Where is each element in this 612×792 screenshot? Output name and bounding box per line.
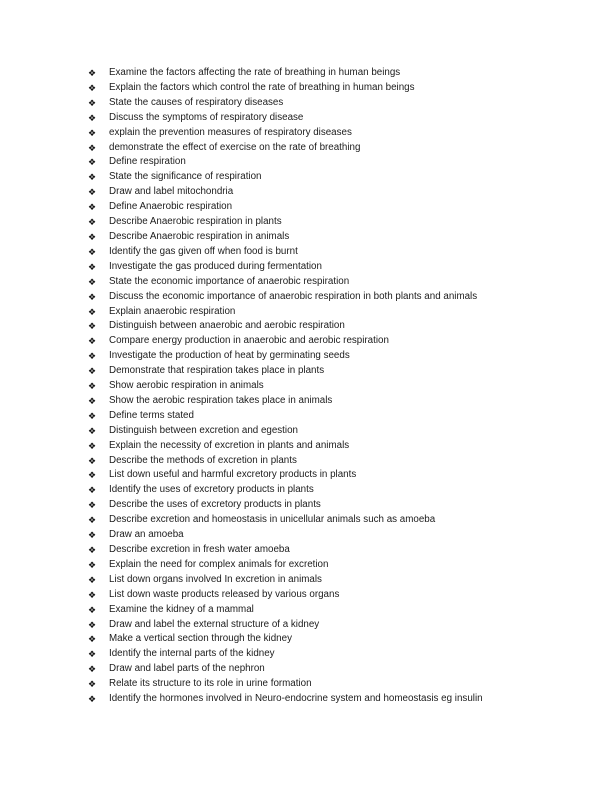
list-item xyxy=(88,305,540,320)
list-item-text: Compare energy production in anaerobic and aerobic respiration xyxy=(109,335,389,347)
diamond-bullet-icon: ❖ xyxy=(88,559,97,570)
list-item-text: Identify the hormones involved in Neuro-endocrine system and homeostasis eg insulin xyxy=(109,693,483,705)
list-item-text: Define Anaerobic respiration xyxy=(109,201,233,213)
list-item xyxy=(88,230,540,245)
list-item xyxy=(88,483,540,498)
diamond-bullet-icon: ❖ xyxy=(88,455,97,466)
list-item xyxy=(88,424,540,439)
diamond-bullet-icon: ❖ xyxy=(88,157,97,168)
list-item xyxy=(88,439,540,454)
list-item-text: Investigate the production of heat by germinating seeds xyxy=(109,350,350,362)
diamond-bullet-icon: ❖ xyxy=(88,336,97,347)
diamond-bullet-icon: ❖ xyxy=(88,231,97,242)
diamond-bullet-icon: ❖ xyxy=(88,619,97,630)
list-item xyxy=(88,528,540,543)
diamond-bullet-icon: ❖ xyxy=(88,246,97,257)
list-item xyxy=(88,260,540,275)
diamond-bullet-icon: ❖ xyxy=(88,440,97,451)
list-item-text: Define respiration xyxy=(109,156,186,168)
diamond-bullet-icon: ❖ xyxy=(88,530,97,541)
list-item-text: Make a vertical section through the kidney xyxy=(109,633,292,645)
list-item-text: Examine the factors affecting the rate of breathing in human beings xyxy=(109,67,401,78)
list-item xyxy=(88,498,540,513)
list-item xyxy=(88,349,540,364)
diamond-bullet-icon: ❖ xyxy=(88,202,97,213)
list-item xyxy=(88,603,540,618)
list-item-text: Explain the factors which control the rate of breathing in human beings xyxy=(109,81,415,93)
list-item-text: Describe excretion and homeostasis in unicellular animals such as amoeba xyxy=(109,514,436,526)
list-item-text: Show the aerobic respiration takes place in animals xyxy=(109,394,333,406)
diamond-bullet-icon: ❖ xyxy=(88,321,97,332)
list-item-text: Explain anaerobic respiration xyxy=(109,305,236,317)
list-item xyxy=(88,66,540,81)
list-item xyxy=(88,662,540,677)
list-item xyxy=(88,454,540,469)
list-item-text: State the significance of respiration xyxy=(109,171,262,183)
diamond-bullet-icon: ❖ xyxy=(88,500,97,511)
diamond-bullet-icon: ❖ xyxy=(88,366,97,377)
list-item-text: demonstrate the effect of exercise on the rate of breathing xyxy=(109,141,361,153)
list-item xyxy=(88,379,540,394)
list-item xyxy=(88,588,540,603)
list-item-text: Distinguish between excretion and egestion xyxy=(109,424,298,436)
list-item-text: List down useful and harmful excretory products in plants xyxy=(109,469,357,481)
list-item-text: Describe Anaerobic respiration in plants xyxy=(109,216,282,228)
list-item xyxy=(88,573,540,588)
diamond-bullet-icon: ❖ xyxy=(88,276,97,287)
list-item xyxy=(88,513,540,528)
diamond-bullet-icon: ❖ xyxy=(88,589,97,600)
diamond-bullet-icon: ❖ xyxy=(88,172,97,183)
diamond-bullet-icon: ❖ xyxy=(88,187,97,198)
list-item-text: Relate its structure to its role in urine formation xyxy=(109,678,312,690)
list-item-text: State the economic importance of anaerobic respiration xyxy=(109,275,350,287)
list-item-text: Identify the gas given off when food is burnt xyxy=(109,245,298,257)
list-item-text: Demonstrate that respiration takes place in plants xyxy=(109,365,325,377)
diamond-bullet-icon: ❖ xyxy=(88,604,97,615)
list-item xyxy=(88,468,540,483)
list-item xyxy=(88,96,540,111)
diamond-bullet-icon: ❖ xyxy=(88,649,97,660)
diamond-bullet-icon: ❖ xyxy=(88,574,97,585)
list-item-text: Examine the kidney of a mammal xyxy=(109,603,254,615)
list-item-text: Identify the uses of excretory products in plants xyxy=(109,484,314,496)
diamond-bullet-icon: ❖ xyxy=(88,515,97,526)
list-item xyxy=(88,170,540,185)
list-item-text: Show aerobic respiration in animals xyxy=(109,380,264,392)
list-item-text: Investigate the gas produced during fermentation xyxy=(109,260,322,272)
list-item-text: Describe Anaerobic respiration in animals xyxy=(109,230,290,242)
diamond-bullet-icon: ❖ xyxy=(88,694,97,705)
diamond-bullet-icon: ❖ xyxy=(88,664,97,675)
list-item xyxy=(88,319,540,334)
list-item-text: Draw and label the external structure of a kidney xyxy=(109,618,320,630)
list-item-text: Identify the internal parts of the kidney xyxy=(109,648,275,660)
diamond-bullet-icon: ❖ xyxy=(88,381,97,392)
list-item xyxy=(88,394,540,409)
list-item xyxy=(88,334,540,349)
diamond-bullet-icon: ❖ xyxy=(88,634,97,645)
list-item xyxy=(88,155,540,170)
list-item-text: Draw an amoeba xyxy=(109,529,184,541)
list-item xyxy=(88,543,540,558)
diamond-bullet-icon: ❖ xyxy=(88,112,97,123)
list-item-text: State the causes of respiratory diseases xyxy=(109,96,284,108)
diamond-bullet-icon: ❖ xyxy=(88,410,97,421)
diamond-bullet-icon: ❖ xyxy=(88,82,97,93)
objectives-list xyxy=(88,66,540,707)
list-item-text: Draw and label mitochondria xyxy=(109,186,234,198)
list-item xyxy=(88,215,540,230)
diamond-bullet-icon: ❖ xyxy=(88,485,97,496)
list-item-text: Explain the necessity of excretion in plants and animals xyxy=(109,439,350,451)
diamond-bullet-icon: ❖ xyxy=(88,306,97,317)
list-item xyxy=(88,647,540,662)
diamond-bullet-icon: ❖ xyxy=(88,68,97,78)
diamond-bullet-icon: ❖ xyxy=(88,97,97,108)
diamond-bullet-icon: ❖ xyxy=(88,395,97,406)
diamond-bullet-icon: ❖ xyxy=(88,291,97,302)
list-item-text: explain the prevention measures of respiratory diseases xyxy=(109,126,352,138)
list-item xyxy=(88,290,540,305)
list-item-text: Describe the uses of excretory products in plants xyxy=(109,499,321,511)
list-item xyxy=(88,111,540,126)
list-item xyxy=(88,632,540,647)
list-item-text: Discuss the symptoms of respiratory disease xyxy=(109,111,304,123)
diamond-bullet-icon: ❖ xyxy=(88,217,97,228)
list-item-text: Discuss the economic importance of anaerobic respiration in both plants and animals xyxy=(109,290,478,302)
list-item xyxy=(88,185,540,200)
diamond-bullet-icon: ❖ xyxy=(88,425,97,436)
list-item xyxy=(88,558,540,573)
diamond-bullet-icon: ❖ xyxy=(88,351,97,362)
list-item xyxy=(88,141,540,156)
list-item xyxy=(88,245,540,260)
list-item-text: Explain the need for complex animals for excretion xyxy=(109,558,329,570)
diamond-bullet-icon: ❖ xyxy=(88,261,97,272)
list-item-text: Distinguish between anaerobic and aerobic respiration xyxy=(109,320,345,332)
list-item-text: List down waste products released by various organs xyxy=(109,588,340,600)
list-item xyxy=(88,692,540,707)
list-item-text: Describe the methods of excretion in plants xyxy=(109,454,297,466)
list-item-text: List down organs involved In excretion in animals xyxy=(109,573,322,585)
diamond-bullet-icon: ❖ xyxy=(88,127,97,138)
list-item xyxy=(88,364,540,379)
list-item xyxy=(88,618,540,633)
list-item xyxy=(88,275,540,290)
diamond-bullet-icon: ❖ xyxy=(88,470,97,481)
diamond-bullet-icon: ❖ xyxy=(88,545,97,555)
list-item xyxy=(88,409,540,424)
list-item-text: Define terms stated xyxy=(109,409,194,421)
list-item xyxy=(88,677,540,692)
diamond-bullet-icon: ❖ xyxy=(88,142,97,153)
list-item-text: Draw and label parts of the nephron xyxy=(109,663,265,675)
list-item xyxy=(88,81,540,96)
list-item xyxy=(88,126,540,141)
list-item-text: Describe excretion in fresh water amoeba xyxy=(109,544,290,555)
list-item xyxy=(88,200,540,215)
diamond-bullet-icon: ❖ xyxy=(88,679,97,690)
